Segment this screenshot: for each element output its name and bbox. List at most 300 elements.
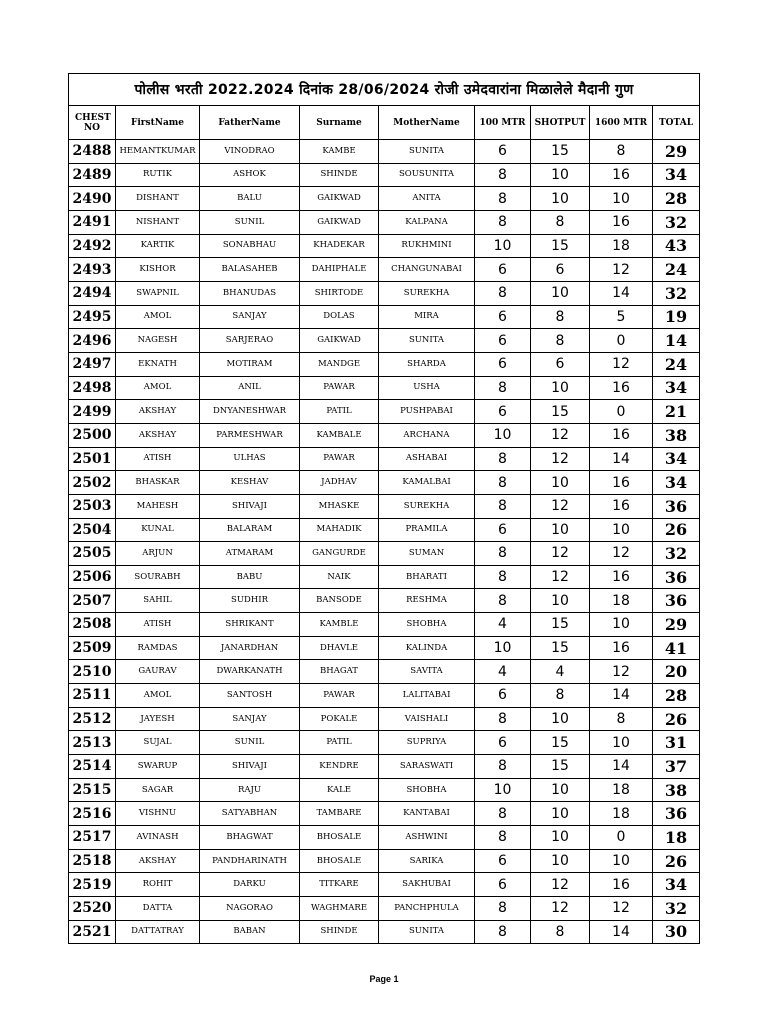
total-cell: 14 [653, 329, 700, 353]
total-cell: 34 [653, 873, 700, 897]
header-row [69, 106, 700, 140]
shotput-cell: 10 [531, 376, 590, 400]
surname-cell: JADHAV [300, 471, 379, 495]
chest-no-cell: 2498 [69, 376, 116, 400]
100-mtr-cell: 8 [475, 897, 531, 921]
table-row [69, 210, 700, 234]
total-cell: 24 [653, 352, 700, 376]
father-name-cell: SUNIL [200, 210, 300, 234]
shotput-cell: 12 [531, 447, 590, 471]
first-name-cell: AKSHAY [116, 400, 200, 424]
1600-mtr-cell: 16 [590, 565, 653, 589]
total-cell: 18 [653, 826, 700, 850]
father-name-cell: BALASAHEB [200, 258, 300, 282]
1600-mtr-cell: 10 [590, 731, 653, 755]
father-name-cell: BALARAM [200, 518, 300, 542]
father-name-cell: SUDHIR [200, 589, 300, 613]
100-mtr-cell: 6 [475, 258, 531, 282]
page-footer: Page 1 [369, 974, 399, 984]
table-row [69, 826, 700, 850]
mother-name-cell: KANTABAI [379, 802, 475, 826]
father-name-cell: KESHAV [200, 471, 300, 495]
total-cell: 34 [653, 163, 700, 187]
first-name-cell: SWARUP [116, 755, 200, 779]
100-mtr-cell: 10 [475, 234, 531, 258]
100-mtr-cell: 8 [475, 376, 531, 400]
1600-mtr-cell: 16 [590, 873, 653, 897]
chest-no-cell: 2510 [69, 660, 116, 684]
mother-name-cell: SUNITA [379, 140, 475, 164]
chest-no-cell: 2503 [69, 494, 116, 518]
total-cell: 37 [653, 755, 700, 779]
first-name-cell: KISHOR [116, 258, 200, 282]
chest-no-cell: 2502 [69, 471, 116, 495]
shotput-cell: 15 [531, 140, 590, 164]
father-name-cell: VINODRAO [200, 140, 300, 164]
total-cell: 32 [653, 897, 700, 921]
shotput-cell: 10 [531, 518, 590, 542]
table-row [69, 305, 700, 329]
father-name-cell: ATMARAM [200, 542, 300, 566]
surname-cell: PAWAR [300, 447, 379, 471]
table-row [69, 707, 700, 731]
first-name-cell: ATISH [116, 447, 200, 471]
1600-mtr-cell: 16 [590, 423, 653, 447]
mother-name-cell: RESHMA [379, 589, 475, 613]
first-name-cell: SAGAR [116, 778, 200, 802]
1600-mtr-cell: 18 [590, 589, 653, 613]
total-cell: 36 [653, 589, 700, 613]
chest-no-cell: 2505 [69, 542, 116, 566]
first-name-cell: MAHESH [116, 494, 200, 518]
100-mtr-cell: 4 [475, 660, 531, 684]
total-cell: 29 [653, 613, 700, 637]
shotput-cell: 12 [531, 494, 590, 518]
100-mtr-cell: 8 [475, 210, 531, 234]
surname-cell: KAMBLE [300, 613, 379, 637]
father-name-cell: PANDHARINATH [200, 849, 300, 873]
100-mtr-cell: 8 [475, 471, 531, 495]
mother-name-cell: SHOBHA [379, 778, 475, 802]
first-name-cell: KUNAL [116, 518, 200, 542]
table-row [69, 447, 700, 471]
mother-name-cell: SUPRIYA [379, 731, 475, 755]
table-row [69, 518, 700, 542]
header-shotput: SHOTPUT [531, 106, 590, 140]
1600-mtr-cell: 12 [590, 258, 653, 282]
100-mtr-cell: 10 [475, 636, 531, 660]
100-mtr-cell: 8 [475, 707, 531, 731]
title-row [69, 74, 700, 106]
100-mtr-cell: 8 [475, 187, 531, 211]
table-row [69, 873, 700, 897]
1600-mtr-cell: 14 [590, 684, 653, 708]
first-name-cell: DATTATRAY [116, 920, 200, 944]
1600-mtr-cell: 12 [590, 542, 653, 566]
father-name-cell: BABU [200, 565, 300, 589]
shotput-cell: 15 [531, 613, 590, 637]
100-mtr-cell: 8 [475, 281, 531, 305]
1600-mtr-cell: 10 [590, 187, 653, 211]
first-name-cell: AMOL [116, 376, 200, 400]
shotput-cell: 10 [531, 163, 590, 187]
100-mtr-cell: 6 [475, 684, 531, 708]
total-cell: 34 [653, 376, 700, 400]
1600-mtr-cell: 14 [590, 447, 653, 471]
father-name-cell: ASHOK [200, 163, 300, 187]
table-row [69, 542, 700, 566]
100-mtr-cell: 8 [475, 589, 531, 613]
mother-name-cell: RUKHMINI [379, 234, 475, 258]
table-row [69, 329, 700, 353]
shotput-cell: 15 [531, 400, 590, 424]
father-name-cell: SARJERAO [200, 329, 300, 353]
chest-no-cell: 2497 [69, 352, 116, 376]
header-1600-mtr: 1600 MTR [590, 106, 653, 140]
first-name-cell: KARTIK [116, 234, 200, 258]
total-cell: 36 [653, 494, 700, 518]
surname-cell: GAIKWAD [300, 187, 379, 211]
surname-cell: NAIK [300, 565, 379, 589]
chest-no-cell: 2517 [69, 826, 116, 850]
chest-no-cell: 2507 [69, 589, 116, 613]
chest-no-cell: 2509 [69, 636, 116, 660]
table-row [69, 281, 700, 305]
1600-mtr-cell: 0 [590, 826, 653, 850]
table-row [69, 163, 700, 187]
mother-name-cell: SAVITA [379, 660, 475, 684]
father-name-cell: SANTOSH [200, 684, 300, 708]
100-mtr-cell: 8 [475, 565, 531, 589]
1600-mtr-cell: 16 [590, 636, 653, 660]
total-cell: 41 [653, 636, 700, 660]
shotput-cell: 6 [531, 352, 590, 376]
shotput-cell: 10 [531, 849, 590, 873]
mother-name-cell: ASHWINI [379, 826, 475, 850]
total-cell: 38 [653, 423, 700, 447]
shotput-cell: 15 [531, 636, 590, 660]
100-mtr-cell: 6 [475, 329, 531, 353]
results-sheet [68, 73, 699, 944]
page-title: पोलीस भरती 2022.2024 दिनांक 28/06/2024 रोजी उमेदवारांना मिळालेले मैदानी गुण [69, 74, 700, 106]
shotput-cell: 8 [531, 329, 590, 353]
mother-name-cell: LALITABAI [379, 684, 475, 708]
shotput-cell: 10 [531, 778, 590, 802]
1600-mtr-cell: 14 [590, 920, 653, 944]
surname-cell: TITKARE [300, 873, 379, 897]
table-row [69, 636, 700, 660]
total-cell: 32 [653, 542, 700, 566]
header-first-name: FirstName [116, 106, 200, 140]
father-name-cell: DARKU [200, 873, 300, 897]
surname-cell: WAGHMARE [300, 897, 379, 921]
first-name-cell: SWAPNIL [116, 281, 200, 305]
total-cell: 34 [653, 471, 700, 495]
mother-name-cell: KALPANA [379, 210, 475, 234]
chest-no-cell: 2496 [69, 329, 116, 353]
chest-no-cell: 2490 [69, 187, 116, 211]
surname-cell: KALE [300, 778, 379, 802]
first-name-cell: DISHANT [116, 187, 200, 211]
chest-no-cell: 2518 [69, 849, 116, 873]
surname-cell: MAHADIK [300, 518, 379, 542]
100-mtr-cell: 10 [475, 778, 531, 802]
surname-cell: SHINDE [300, 163, 379, 187]
chest-no-cell: 2495 [69, 305, 116, 329]
1600-mtr-cell: 12 [590, 660, 653, 684]
surname-cell: MHASKE [300, 494, 379, 518]
chest-no-cell: 2515 [69, 778, 116, 802]
first-name-cell: ROHIT [116, 873, 200, 897]
surname-cell: POKALE [300, 707, 379, 731]
first-name-cell: RAMDAS [116, 636, 200, 660]
total-cell: 26 [653, 849, 700, 873]
first-name-cell: AVINASH [116, 826, 200, 850]
mother-name-cell: CHANGUNABAI [379, 258, 475, 282]
first-name-cell: AMOL [116, 684, 200, 708]
first-name-cell: DATTA [116, 897, 200, 921]
1600-mtr-cell: 16 [590, 494, 653, 518]
first-name-cell: SAHIL [116, 589, 200, 613]
table-row [69, 565, 700, 589]
father-name-cell: SHRIKANT [200, 613, 300, 637]
1600-mtr-cell: 10 [590, 849, 653, 873]
total-cell: 19 [653, 305, 700, 329]
table-row [69, 613, 700, 637]
1600-mtr-cell: 14 [590, 281, 653, 305]
total-cell: 32 [653, 281, 700, 305]
surname-cell: DAHIPHALE [300, 258, 379, 282]
mother-name-cell: SHOBHA [379, 613, 475, 637]
surname-cell: BANSODE [300, 589, 379, 613]
first-name-cell: GAURAV [116, 660, 200, 684]
100-mtr-cell: 8 [475, 826, 531, 850]
1600-mtr-cell: 12 [590, 897, 653, 921]
1600-mtr-cell: 0 [590, 329, 653, 353]
chest-no-cell: 2511 [69, 684, 116, 708]
100-mtr-cell: 6 [475, 140, 531, 164]
shotput-cell: 8 [531, 210, 590, 234]
first-name-cell: EKNATH [116, 352, 200, 376]
chest-no-cell: 2494 [69, 281, 116, 305]
100-mtr-cell: 6 [475, 305, 531, 329]
first-name-cell: HEMANTKUMAR [116, 140, 200, 164]
father-name-cell: SATYABHAN [200, 802, 300, 826]
father-name-cell: SANJAY [200, 305, 300, 329]
total-cell: 28 [653, 187, 700, 211]
mother-name-cell: SAKHUBAI [379, 873, 475, 897]
shotput-cell: 10 [531, 187, 590, 211]
header-father-name: FatherName [200, 106, 300, 140]
total-cell: 32 [653, 210, 700, 234]
shotput-cell: 15 [531, 234, 590, 258]
1600-mtr-cell: 16 [590, 471, 653, 495]
1600-mtr-cell: 16 [590, 210, 653, 234]
shotput-cell: 10 [531, 589, 590, 613]
1600-mtr-cell: 8 [590, 707, 653, 731]
table-row [69, 755, 700, 779]
total-cell: 29 [653, 140, 700, 164]
surname-cell: BHAGAT [300, 660, 379, 684]
table-row [69, 352, 700, 376]
mother-name-cell: SUNITA [379, 329, 475, 353]
1600-mtr-cell: 16 [590, 376, 653, 400]
father-name-cell: SANJAY [200, 707, 300, 731]
surname-cell: GAIKWAD [300, 329, 379, 353]
surname-cell: DHAVLE [300, 636, 379, 660]
father-name-cell: ANIL [200, 376, 300, 400]
total-cell: 21 [653, 400, 700, 424]
table-row [69, 140, 700, 164]
header-total: TOTAL [653, 106, 700, 140]
father-name-cell: ULHAS [200, 447, 300, 471]
table-row [69, 897, 700, 921]
chest-no-cell: 2508 [69, 613, 116, 637]
shotput-cell: 15 [531, 755, 590, 779]
surname-cell: PATIL [300, 731, 379, 755]
1600-mtr-cell: 16 [590, 163, 653, 187]
chest-no-cell: 2513 [69, 731, 116, 755]
surname-cell: PATIL [300, 400, 379, 424]
table-row [69, 660, 700, 684]
mother-name-cell: SUREKHA [379, 494, 475, 518]
chest-no-cell: 2514 [69, 755, 116, 779]
surname-cell: PAWAR [300, 376, 379, 400]
surname-cell: KENDRE [300, 755, 379, 779]
first-name-cell: BHASKAR [116, 471, 200, 495]
father-name-cell: SHIVAJI [200, 494, 300, 518]
shotput-cell: 8 [531, 920, 590, 944]
total-cell: 36 [653, 565, 700, 589]
mother-name-cell: MIRA [379, 305, 475, 329]
mother-name-cell: SARIKA [379, 849, 475, 873]
results-table [68, 73, 700, 944]
table-row [69, 494, 700, 518]
100-mtr-cell: 6 [475, 873, 531, 897]
total-cell: 26 [653, 518, 700, 542]
father-name-cell: MOTIRAM [200, 352, 300, 376]
table-row [69, 234, 700, 258]
mother-name-cell: SUMAN [379, 542, 475, 566]
father-name-cell: BHAGWAT [200, 826, 300, 850]
surname-cell: SHINDE [300, 920, 379, 944]
total-cell: 24 [653, 258, 700, 282]
father-name-cell: SONABHAU [200, 234, 300, 258]
100-mtr-cell: 8 [475, 447, 531, 471]
surname-cell: GANGURDE [300, 542, 379, 566]
1600-mtr-cell: 5 [590, 305, 653, 329]
shotput-cell: 8 [531, 684, 590, 708]
table-row [69, 778, 700, 802]
mother-name-cell: PRAMILA [379, 518, 475, 542]
chest-no-cell: 2512 [69, 707, 116, 731]
100-mtr-cell: 6 [475, 400, 531, 424]
shotput-cell: 8 [531, 305, 590, 329]
mother-name-cell: SUNITA [379, 920, 475, 944]
chest-no-cell: 2489 [69, 163, 116, 187]
surname-cell: KHADEKAR [300, 234, 379, 258]
chest-no-cell: 2491 [69, 210, 116, 234]
total-cell: 43 [653, 234, 700, 258]
first-name-cell: AKSHAY [116, 423, 200, 447]
first-name-cell: NAGESH [116, 329, 200, 353]
mother-name-cell: ASHABAI [379, 447, 475, 471]
first-name-cell: SOURABH [116, 565, 200, 589]
mother-name-cell: ANITA [379, 187, 475, 211]
total-cell: 20 [653, 660, 700, 684]
first-name-cell: AKSHAY [116, 849, 200, 873]
mother-name-cell: SHARDA [379, 352, 475, 376]
first-name-cell: SUJAL [116, 731, 200, 755]
first-name-cell: ARJUN [116, 542, 200, 566]
shotput-cell: 10 [531, 471, 590, 495]
shotput-cell: 10 [531, 802, 590, 826]
shotput-cell: 12 [531, 565, 590, 589]
100-mtr-cell: 10 [475, 423, 531, 447]
100-mtr-cell: 8 [475, 920, 531, 944]
total-cell: 30 [653, 920, 700, 944]
mother-name-cell: SUREKHA [379, 281, 475, 305]
100-mtr-cell: 8 [475, 542, 531, 566]
table-row [69, 589, 700, 613]
first-name-cell: AMOL [116, 305, 200, 329]
surname-cell: GAIKWAD [300, 210, 379, 234]
father-name-cell: RAJU [200, 778, 300, 802]
total-cell: 28 [653, 684, 700, 708]
surname-cell: TAMBARE [300, 802, 379, 826]
mother-name-cell: KALINDA [379, 636, 475, 660]
shotput-cell: 12 [531, 873, 590, 897]
1600-mtr-cell: 8 [590, 140, 653, 164]
father-name-cell: BALU [200, 187, 300, 211]
surname-cell: KAMBE [300, 140, 379, 164]
total-cell: 34 [653, 447, 700, 471]
mother-name-cell: BHARATI [379, 565, 475, 589]
table-row [69, 187, 700, 211]
chest-no-cell: 2520 [69, 897, 116, 921]
total-cell: 31 [653, 731, 700, 755]
mother-name-cell: ARCHANA [379, 423, 475, 447]
shotput-cell: 4 [531, 660, 590, 684]
shotput-cell: 6 [531, 258, 590, 282]
shotput-cell: 15 [531, 731, 590, 755]
mother-name-cell: PUSHPABAI [379, 400, 475, 424]
first-name-cell: JAYESH [116, 707, 200, 731]
header-mother-name: MotherName [379, 106, 475, 140]
father-name-cell: BHANUDAS [200, 281, 300, 305]
table-row [69, 471, 700, 495]
100-mtr-cell: 8 [475, 802, 531, 826]
shotput-cell: 10 [531, 281, 590, 305]
surname-cell: BHOSALE [300, 826, 379, 850]
100-mtr-cell: 6 [475, 352, 531, 376]
mother-name-cell: VAISHALI [379, 707, 475, 731]
surname-cell: SHIRTODE [300, 281, 379, 305]
chest-no-cell: 2500 [69, 423, 116, 447]
table-row [69, 920, 700, 944]
chest-no-cell: 2516 [69, 802, 116, 826]
table-row [69, 376, 700, 400]
table-row [69, 684, 700, 708]
1600-mtr-cell: 12 [590, 352, 653, 376]
first-name-cell: ATISH [116, 613, 200, 637]
total-cell: 38 [653, 778, 700, 802]
table-row [69, 731, 700, 755]
father-name-cell: SHIVAJI [200, 755, 300, 779]
chest-no-cell: 2501 [69, 447, 116, 471]
header-surname: Surname [300, 106, 379, 140]
chest-no-cell: 2499 [69, 400, 116, 424]
